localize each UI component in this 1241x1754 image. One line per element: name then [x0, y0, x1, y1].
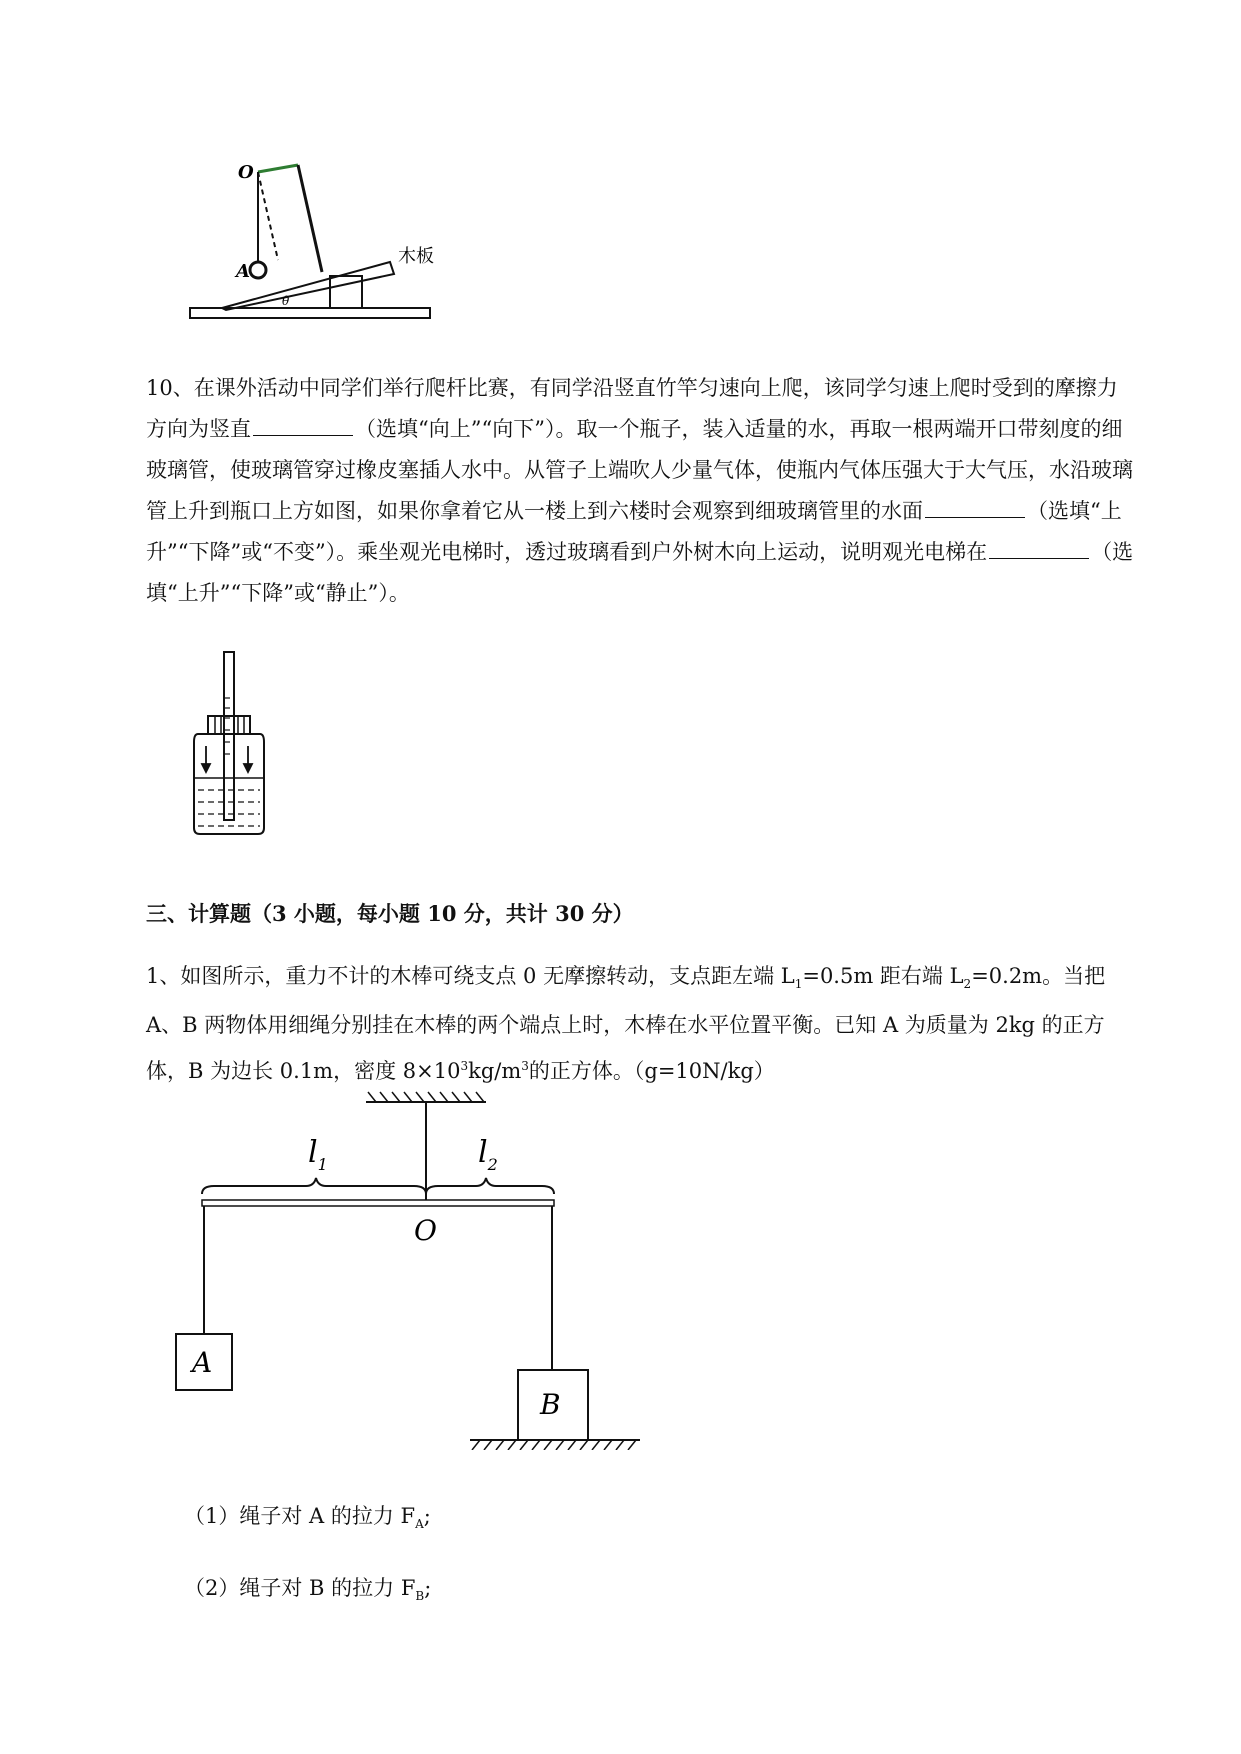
label-a: A — [236, 261, 250, 282]
answer-blank-3[interactable] — [989, 536, 1089, 559]
ceiling-hatch — [368, 1092, 484, 1102]
label-o: O — [414, 1214, 437, 1247]
dashed-string — [258, 172, 278, 260]
support-block — [330, 276, 362, 308]
q10-text-2: （选填“向上”“向下”）。取一个瓶子，装入适量的水，再取一根两端开口带刻度的细玻璃管，使玻璃管穿过橡皮塞插人水中。从管子上端吹人少量气体，使瓶内气体压强大于大气压，水沿玻璃管上升到瓶口上方如图，如果你拿着它从一楼上到六楼时会观察到细玻璃管里的水面 — [146, 417, 1133, 523]
label-l1: $l_1$ — [308, 1135, 328, 1174]
sub1-text: （1）绳子对 A 的拉力 F — [184, 1504, 416, 1528]
q1-text-3: =0.2m。当把 A、B 两物体用细绳分别挂在木棒的两个端点上时，木棒在水平位置平衡。已知 A 为质量为 2kg 的正方体，B 为边长 0.1m，密度 8×10 — [146, 964, 1106, 1084]
figure-bottle-tube — [180, 650, 290, 840]
lever-arm — [298, 165, 322, 272]
q1-sub-2: 2 — [963, 977, 972, 992]
lever-top — [258, 165, 298, 172]
q10-text-4: （选填“上升”“下降”或“静止”）。 — [146, 540, 1134, 605]
label-b: B — [540, 1388, 561, 1421]
label-theta: θ — [282, 294, 290, 308]
label-l2: $l_2$ — [478, 1135, 498, 1174]
brace-l2 — [426, 1178, 554, 1194]
question-1 — [146, 956, 1136, 1092]
q10-text-3: （选填“上升”“下降”或“不变”）。乘坐观光电梯时，透过玻璃看到户外树木向上运动，说明观光电梯在 — [146, 499, 1122, 564]
label-a: A — [192, 1346, 213, 1379]
pressure-arrows — [202, 746, 252, 772]
sub1-subscript: A — [415, 1517, 424, 1532]
label-o: O — [238, 162, 254, 183]
q1-text-5: 的正方体。（g=10N/kg） — [528, 1059, 775, 1084]
section-heading: 三、计算题（3 小题，每小题 10 分，共计 30 分） — [146, 901, 634, 926]
figure-incline-lever — [180, 150, 440, 330]
sub2-text: （2）绳子对 B 的拉力 F — [184, 1576, 416, 1600]
ball-a — [250, 262, 266, 278]
q1-text-2: =0.5m 距右端 L — [802, 964, 964, 988]
label-board: 木板 — [398, 246, 434, 267]
q1-text-4: kg/m — [468, 1059, 522, 1084]
sub2-end: ; — [424, 1576, 432, 1600]
wooden-rod — [202, 1200, 554, 1206]
q1-sup-1: 3 — [460, 1059, 469, 1074]
figure-lever-ab — [170, 1090, 670, 1450]
ground-hatch — [472, 1440, 636, 1450]
brace-l1 — [202, 1178, 426, 1194]
sub-question-2 — [184, 1572, 431, 1603]
q1-sub-1: 1 — [794, 977, 803, 992]
question-10 — [146, 368, 1136, 614]
q1-text-1: 1、如图所示，重力不计的木棒可绕支点 0 无摩擦转动，支点距左端 L — [146, 964, 795, 988]
answer-blank-1[interactable] — [253, 413, 353, 436]
sub-question-1 — [184, 1500, 431, 1531]
answer-blank-2[interactable] — [925, 495, 1025, 518]
sub1-end: ; — [423, 1504, 431, 1528]
sub2-subscript: B — [415, 1589, 425, 1604]
q10-text-1: 10、在课外活动中同学们举行爬杆比赛，有同学沿竖直竹竿匀速向上爬，该同学匀速上爬时受到的摩擦力方向为竖直 — [146, 376, 1118, 441]
glass-tube — [224, 652, 234, 820]
q1-sup-2: 3 — [521, 1059, 529, 1074]
